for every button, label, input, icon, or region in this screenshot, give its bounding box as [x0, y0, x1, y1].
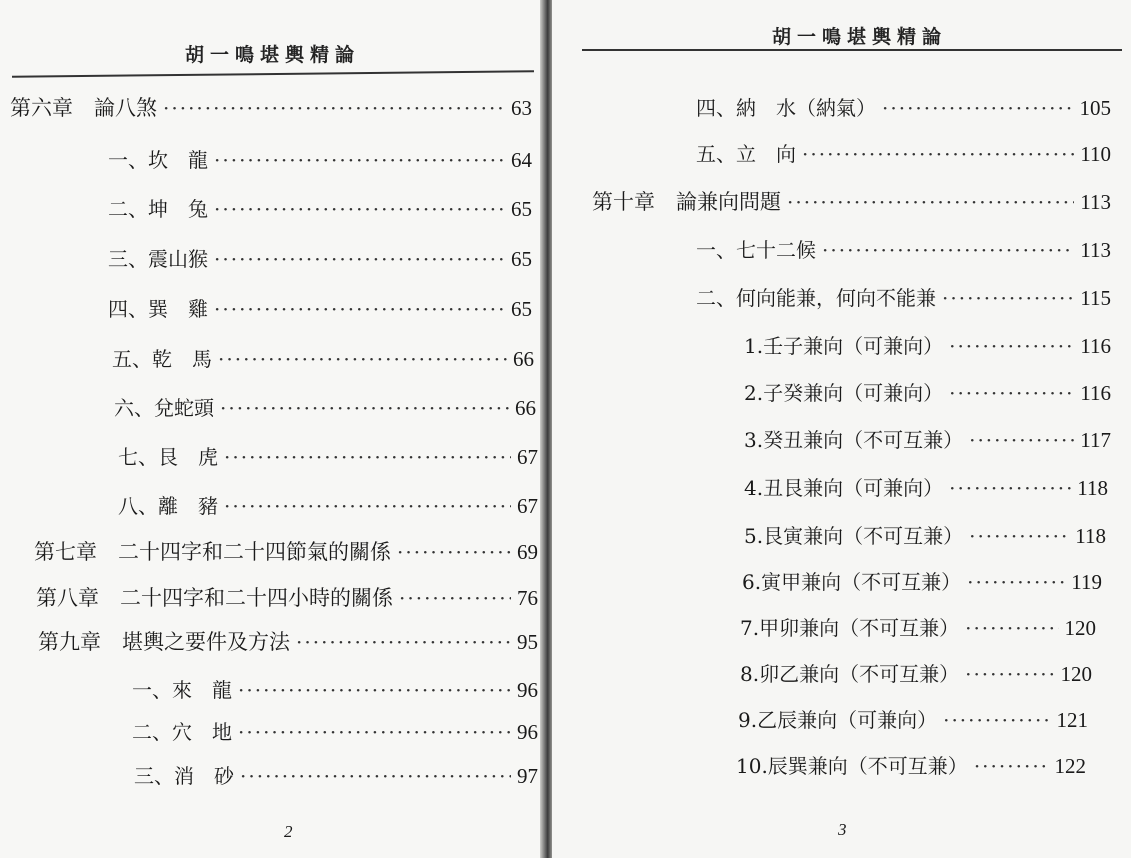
toc-entry[interactable] [118, 441, 538, 470]
toc-page-number: 66 [515, 396, 536, 420]
toc-page-number: 96 [517, 720, 538, 744]
leader-dots [214, 148, 505, 172]
toc-entry[interactable] [108, 144, 532, 173]
toc-page-number: 69 [517, 540, 538, 564]
toc-entry[interactable] [132, 716, 538, 745]
toc-entry-chapter-8[interactable] [36, 582, 538, 612]
toc-page-number: 120 [1064, 616, 1096, 640]
toc-entry-chapter-6[interactable] [10, 92, 532, 122]
toc-label: 四、巽 雞 [108, 297, 208, 321]
toc-label: 一、坎 龍 [108, 148, 208, 172]
toc-label: 第十章 論兼向問題 [592, 190, 781, 214]
toc-label: 三、消 砂 [134, 764, 234, 788]
leader-dots [224, 494, 511, 518]
leader-dots [949, 334, 1074, 358]
toc-entry[interactable] [740, 612, 1096, 641]
toc-page-number: 95 [517, 630, 538, 654]
leader-dots [218, 347, 507, 371]
toc-label: 10.辰巽兼向（不可互兼） [736, 754, 968, 778]
toc-entry[interactable] [744, 424, 1111, 453]
toc-label: 三、震山猴 [108, 247, 208, 271]
toc-page-number: 65 [511, 197, 532, 221]
toc-label: 二、穴 地 [132, 720, 232, 744]
toc-entry[interactable] [114, 392, 536, 421]
leader-dots [240, 764, 511, 788]
toc-entry-chapter-10[interactable] [592, 186, 1111, 216]
toc-label: 4.丑艮兼向（可兼向） [744, 476, 944, 500]
left-page [0, 0, 544, 858]
toc-label: 第六章 論八煞 [10, 96, 157, 120]
leader-dots [214, 297, 505, 321]
toc-label: 2.子癸兼向（可兼向） [744, 381, 944, 405]
leader-dots [943, 708, 1050, 732]
leader-dots [220, 396, 509, 420]
toc-entry[interactable] [744, 377, 1111, 406]
leader-dots [969, 428, 1074, 452]
toc-entry[interactable] [696, 92, 1111, 121]
leader-dots [974, 754, 1049, 778]
toc-entry[interactable] [740, 658, 1092, 687]
toc-page-number: 65 [511, 297, 532, 321]
toc-page-number: 121 [1056, 708, 1088, 732]
toc-entry[interactable] [108, 293, 532, 322]
toc-entry[interactable] [744, 520, 1106, 549]
header-rule [582, 49, 1122, 51]
toc-page-number: 122 [1054, 754, 1086, 778]
toc-entry[interactable] [118, 490, 538, 519]
toc-page-number: 118 [1077, 476, 1108, 500]
leader-dots [238, 678, 511, 702]
leader-dots [224, 445, 511, 469]
toc-entry[interactable] [696, 282, 1111, 311]
toc-entry[interactable] [742, 566, 1102, 595]
toc-page-number: 66 [513, 347, 534, 371]
leader-dots [942, 286, 1074, 310]
right-page [552, 0, 1131, 858]
toc-page-number: 67 [517, 445, 538, 469]
toc-entry[interactable] [744, 330, 1111, 359]
toc-page-number: 115 [1080, 286, 1111, 310]
leader-dots [296, 630, 511, 654]
toc-entry[interactable] [736, 750, 1086, 779]
toc-entry[interactable] [132, 674, 538, 703]
leader-dots [882, 96, 1074, 120]
toc-page-number: 110 [1080, 142, 1111, 166]
toc-label: 9.乙辰兼向（可兼向） [738, 708, 938, 732]
leader-dots [969, 524, 1069, 548]
toc-entry[interactable] [738, 704, 1088, 733]
toc-label: 六、兌蛇頭 [114, 396, 214, 420]
toc-entry[interactable] [696, 138, 1111, 167]
toc-page-number: 113 [1080, 238, 1111, 262]
toc-page-number: 120 [1060, 662, 1092, 686]
leader-dots [214, 247, 505, 271]
toc-page-number: 63 [511, 96, 532, 120]
toc-entry[interactable] [744, 472, 1108, 501]
leader-dots [802, 142, 1074, 166]
toc-entry[interactable] [108, 243, 532, 272]
toc-label: 八、離 豬 [118, 494, 218, 518]
toc-label: 四、納 水（納氣） [696, 96, 876, 120]
leader-dots [214, 197, 505, 221]
toc-entry-chapter-7[interactable] [34, 536, 538, 566]
toc-label: 7.甲卯兼向（不可互兼） [740, 616, 960, 640]
header-rule [12, 70, 534, 77]
toc-page-number: 119 [1071, 570, 1102, 594]
toc-label: 1.壬子兼向（可兼向） [744, 334, 944, 358]
toc-page-number: 117 [1080, 428, 1111, 452]
toc-label: 第九章 堪輿之要件及方法 [38, 630, 290, 654]
toc-label: 第八章 二十四字和二十四小時的關係 [36, 586, 393, 610]
page-number: 2 [284, 822, 293, 841]
toc-entry[interactable] [696, 234, 1111, 263]
running-header: 胡一鳴堪輿精論 [185, 44, 361, 66]
toc-label: 6.寅甲兼向（不可互兼） [742, 570, 962, 594]
toc-entry[interactable] [112, 343, 534, 372]
toc-page-number: 105 [1079, 96, 1111, 120]
toc-page-number: 97 [517, 764, 538, 788]
toc-label: 一、來 龍 [132, 678, 232, 702]
toc-page-number: 116 [1080, 334, 1111, 358]
leader-dots [949, 381, 1074, 405]
leader-dots [822, 238, 1074, 262]
leader-dots [965, 616, 1058, 640]
toc-page-number: 64 [511, 148, 532, 172]
toc-entry[interactable] [134, 760, 538, 789]
toc-page-number: 96 [517, 678, 538, 702]
toc-page-number: 76 [517, 586, 538, 610]
toc-label: 二、坤 兔 [108, 197, 208, 221]
leader-dots [965, 662, 1054, 686]
leader-dots [967, 570, 1065, 594]
toc-page-number: 116 [1080, 381, 1111, 405]
toc-label: 一、七十二候 [696, 238, 816, 262]
toc-label: 七、艮 虎 [118, 445, 218, 469]
leader-dots [949, 476, 1071, 500]
leader-dots [399, 586, 511, 610]
toc-label: 8.卯乙兼向（不可互兼） [740, 662, 960, 686]
toc-page-number: 65 [511, 247, 532, 271]
leader-dots [787, 190, 1074, 214]
toc-label: 五、乾 馬 [112, 347, 212, 371]
toc-page-number: 67 [517, 494, 538, 518]
toc-label: 第七章 二十四字和二十四節氣的關係 [34, 540, 391, 564]
leader-dots [163, 96, 505, 120]
leader-dots [397, 540, 511, 564]
toc-label: 二、何向能兼，何向不能兼 [696, 286, 936, 310]
toc-label: 五、立 向 [696, 142, 796, 166]
running-header: 胡一鳴堪輿精論 [772, 26, 948, 48]
leader-dots [238, 720, 511, 744]
toc-page-number: 118 [1075, 524, 1106, 548]
page-number: 3 [838, 820, 847, 839]
toc-entry-chapter-9[interactable] [38, 626, 538, 656]
toc-page-number: 113 [1080, 190, 1111, 214]
toc-label: 3.癸丑兼向（不可互兼） [744, 428, 964, 452]
toc-label: 5.艮寅兼向（不可互兼） [744, 524, 964, 548]
toc-entry[interactable] [108, 193, 532, 222]
